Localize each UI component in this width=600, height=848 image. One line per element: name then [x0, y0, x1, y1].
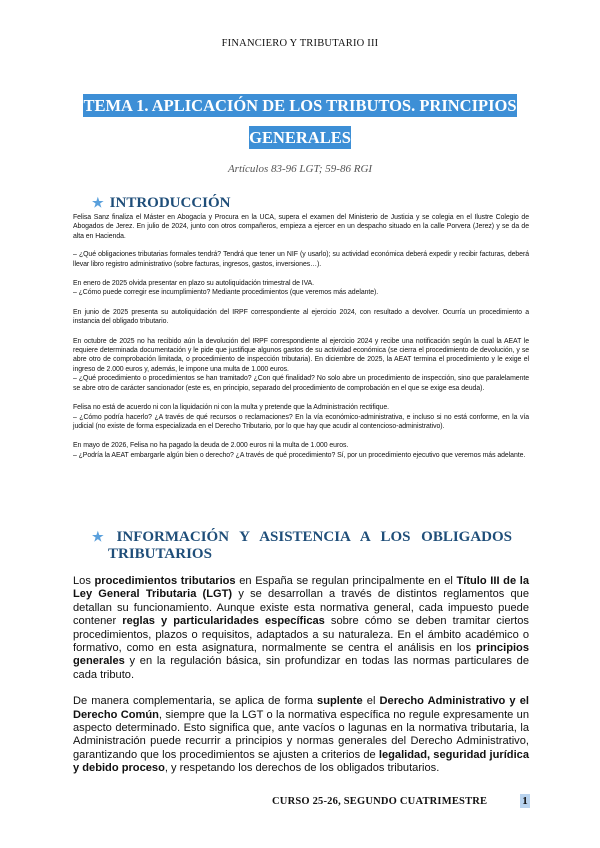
emphasis-text: procedimientos tributarios: [94, 575, 236, 587]
title-line-2: GENERALES: [249, 128, 351, 147]
case-question: – ¿Podría la AEAT embargarle algún bien o derecho? ¿A través de qué procedimiento? Sí, por un procedimiento ejecutivo que veremos más adelante.: [73, 451, 526, 459]
section-heading-continuation: TRIBUTARIOS: [108, 546, 212, 562]
star-icon: ★: [92, 529, 111, 544]
case-study-block: [73, 213, 529, 460]
case-question: – ¿Cómo podría hacerlo? ¿A través de qué recursos o reclamaciones? En la vía económico-administrativa, e incluso si no está conforme, en la vía judicial (no existe de forma especializada en el Derecho Tributario, por lo que hay que acudir al contencioso-administrativo).: [73, 413, 529, 430]
case-paragraph: En octubre de 2025 no ha recibido aún la devolución del IRPF correspondiente al ejercicio 2024 y recibe una notificación según la cual la AEAT le requiere determinada documentación y le pide que justifique algunos gastos de su actividad económica (se cierra el procedimiento de devolución, y se abre otro de comprobación limitada, o procedimiento de inspección tributaria). En diciembre de 2025, la AEAT termina el procedimiento y le exige el ingreso de 2.000 euros y, además, le impone una multa de 1.000 euros.: [73, 337, 529, 373]
title-line-1: TEMA 1. APLICACIÓN DE LOS TRIBUTOS. PRINCIPIOS: [83, 96, 517, 115]
star-icon: ★: [92, 195, 104, 210]
emphasis-text: legalidad, seguridad jurídica y debido proceso: [73, 748, 529, 775]
articles-subtitle: Artículos 83-96 LGT; 59-86 RGI: [227, 163, 373, 175]
section-heading-introduccion: [92, 194, 231, 212]
section-heading-label: INFORMACIÓN Y ASISTENCIA A LOS OBLIGADOS: [116, 529, 513, 545]
emphasis-text: suplente: [317, 695, 363, 708]
page-title: [80, 90, 520, 154]
case-question: – ¿Qué procedimiento o procedimientos se han tramitado? ¿Con qué finalidad? No solo abre un procedimiento de inspección, sino que paralelamente se abre otro de carácter sancionador (este es, en principio, separado del procedimiento de comprobación en el que se exige esa deuda).: [73, 375, 529, 392]
case-question: – ¿Cómo puede corregir ese incumplimiento? Mediante procedimientos (que veremos más adelante).: [73, 289, 379, 297]
emphasis-text: principios generales: [73, 642, 529, 668]
section-heading-informacion: [92, 528, 512, 546]
case-question: – ¿Qué obligaciones tributarias formales tendrá? Tendrá que tener un NIF (y usarlo); su actividad económica deberá expedir y recibir facturas, deberá llevar libro registro administrativo (sobre facturas, ingresos, gastos, inversiones…).: [73, 251, 529, 268]
body-text-block: [73, 575, 529, 776]
case-paragraph: Felisa Sanz finaliza el Máster en Abogacía y Procura en la UCA, supera el examen del Ministerio de Justicia y se colegia en el Ilustre Colegio de Abogados de Jerez. En julio de 2024, junto con otros compañeros, empieza a ejercer en un despacho situado en la calle Porvera (Jerez) y se da de alta en Hacienda.: [73, 214, 529, 240]
body-paragraph: De manera complementaria, se aplica de forma suplente el Derecho Administrativo y el Derecho Común, siempre que la LGT o la normativa específica no regule expresamente un aspecto determinado. Esto significa que, ante vacíos o lagunas en la normativa tributaria, la Administración puede recurrir a principios y normas generales del Derecho Administrativo, garantizando que los procedimientos se ajusten a criterios de legalidad, seguridad jurídica y debido proceso, y respetando los derechos de los obligados tributarios.: [73, 695, 529, 775]
emphasis-text: Título III de la Ley General Tributaria (LGT): [73, 575, 529, 601]
case-paragraph: Felisa no está de acuerdo ni con la liquidación ni con la multa y pretende que la Administración rectifique.: [73, 404, 389, 412]
running-header: FINANCIERO Y TRIBUTARIO III: [221, 38, 379, 49]
footer-course-label: CURSO 25-26, SEGUNDO CUATRIMESTRE: [272, 796, 488, 807]
emphasis-text: reglas y particularidades específicas: [122, 615, 325, 628]
case-paragraph: En mayo de 2026, Felisa no ha pagado la deuda de 2.000 euros ni la multa de 1.000 euros.: [73, 442, 349, 450]
section-heading-label: INTRODUCCIÓN: [109, 195, 231, 211]
page-number: 1: [520, 794, 530, 808]
emphasis-text: Derecho Administrativo y el Derecho Común: [73, 695, 529, 721]
case-paragraph: En junio de 2025 presenta su autoliquidación del IRPF correspondiente al ejercicio 2024, con resultado a devolver. Ocurría un procedimiento a instancia del obligado tributario.: [73, 308, 529, 326]
case-paragraph: En enero de 2025 olvida presentar en plazo su autoliquidación trimestral de IVA.: [73, 280, 315, 288]
body-paragraph: Los procedimientos tributarios en España se regulan principalmente en el Título III de la Ley General Tributaria (LGT) y se desarrollan a través de distintos reglamentos que detallan su funcionamiento. Aunque existe esta normativa general, cada impuesto puede contener reglas y particularidades específicas sobre cómo se deben tramitar ciertos procedimientos, plazos o requisitos, adaptados a su naturaleza. En el ámbito académico o formativo, como en esta asignatura, normalmente se centra el análisis en los principios generales y en la regulación básica, sin profundizar en todas las normas particulares de cada tributo.: [73, 575, 529, 681]
